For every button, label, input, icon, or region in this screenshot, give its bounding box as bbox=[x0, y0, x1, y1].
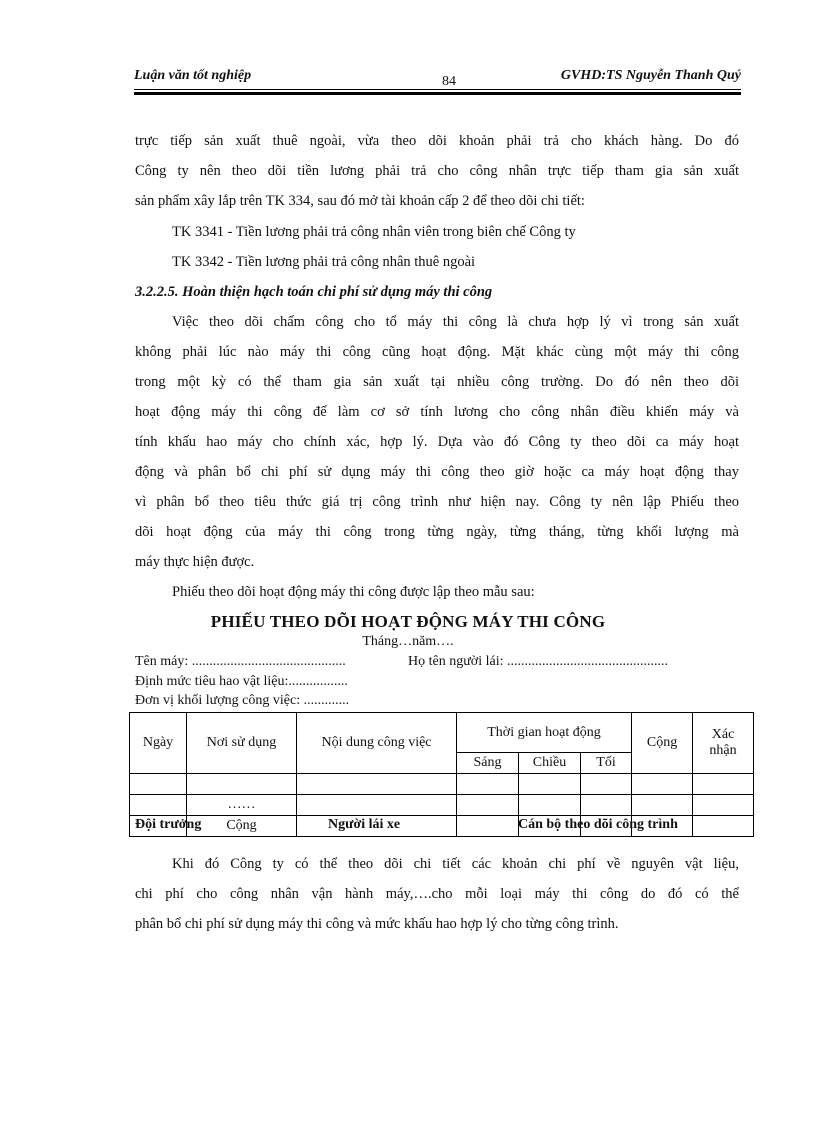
text-line: hoạt động máy thi công để làm cơ sở tính lương cho công nhân điều khiển máy và bbox=[135, 404, 739, 420]
col-afternoon: Chiều bbox=[519, 753, 581, 774]
col-place: Nơi sử dụng bbox=[187, 713, 297, 774]
col-content: Nội dung công việc bbox=[297, 713, 457, 774]
col-operating-time: Thời gian hoạt động bbox=[457, 713, 632, 753]
text-line: tính khấu hao máy cho chính xác, hợp lý. Dựa vào đó Công ty theo dõi ca máy hoạt bbox=[135, 434, 739, 450]
col-day: Ngày bbox=[130, 713, 187, 774]
text-line: trong một kỳ có thể tham gia sản xuất tại nhiều công trường. Do đó nên theo dõi bbox=[135, 374, 739, 390]
table-row bbox=[130, 795, 754, 816]
form-title: PHIẾU THEO DÕI HOẠT ĐỘNG MÁY THI CÔNG bbox=[210, 612, 606, 631]
page-header bbox=[134, 68, 741, 90]
signature-supervisor: Cán bộ theo dõi công trình bbox=[518, 817, 678, 832]
col-total: Cộng bbox=[632, 713, 693, 774]
form-intro: Phiếu theo dõi hoạt động máy thi công được lập theo mẫu sau: bbox=[172, 584, 535, 600]
text-line: dõi hoạt động của máy thi công trong từng ngày, từng tháng, từng khối lượng mà bbox=[135, 524, 739, 540]
section-heading: 3.2.2.5. Hoàn thiện hạch toán chi phí sử dụng máy thi công bbox=[135, 284, 493, 300]
page-number: 84 bbox=[442, 74, 456, 89]
text-line: Việc theo dõi chấm công cho tổ máy thi công là chưa hợp lý vì trong sản xuất bbox=[172, 314, 739, 330]
text-line: Khi đó Công ty có thể theo dõi chi tiết các khoản chi phí về nguyên vật liệu, bbox=[172, 856, 739, 872]
driver-name-field: Họ tên người lái: .............................................. bbox=[408, 654, 668, 669]
header-rule-thin bbox=[134, 89, 741, 90]
header-thesis-label: Luận văn tốt nghiệp bbox=[134, 68, 252, 83]
work-unit-field: Đơn vị khối lượng công việc: ............. bbox=[135, 693, 350, 708]
total-row-label: Cộng bbox=[187, 816, 297, 837]
signature-team-leader: Đội trưởng bbox=[135, 817, 202, 832]
material-norm-field: Định mức tiêu hao vật liệu:................. bbox=[135, 674, 348, 689]
text-line: Công ty nên theo dõi tiền lương phải trả cho công nhân trực tiếp tham gia sản xuất bbox=[135, 163, 739, 179]
ellipsis-cell: …… bbox=[187, 795, 297, 816]
text-line: máy thực hiện được. bbox=[135, 554, 255, 570]
col-morning: Sáng bbox=[457, 753, 519, 774]
form-subtitle: Tháng…năm…. bbox=[362, 634, 454, 649]
text-line: trực tiếp sản xuất thuê ngoài, vừa theo dõi khoản phải trả cho khách hàng. Do đó bbox=[135, 133, 739, 149]
table-row bbox=[130, 774, 754, 795]
text-line: vì phân bổ theo tiêu thức giá trị công trình như hiện nay. Công ty nên lập Phiếu theo bbox=[135, 494, 739, 510]
account-item-3342: TK 3342 - Tiền lương phải trả công nhân thuê ngoài bbox=[172, 254, 476, 270]
col-evening: Tối bbox=[581, 753, 632, 774]
text-line: sản phẩm xây lắp trên TK 334, sau đó mở tài khoản cấp 2 để theo dõi chi tiết: bbox=[135, 193, 585, 209]
header-rule-thick bbox=[134, 92, 741, 95]
text-line: không phải lúc nào máy thi công cũng hoạt động. Mặt khác cùng một máy thi công bbox=[135, 344, 739, 360]
text-line: phân bổ chi phí sử dụng máy thi công và mức khấu hao hợp lý cho từng công trình. bbox=[135, 916, 619, 932]
text-line: chi phí cho công nhân vận hành máy,….cho mỗi loại máy thi công do đó có thể bbox=[135, 886, 739, 902]
header-supervisor: GVHD:TS Nguyễn Thanh Quý bbox=[560, 68, 741, 83]
text-line: động và phân bổ chi phí sử dụng máy thi công theo giờ hoặc ca máy hoạt động thay bbox=[135, 464, 739, 480]
signature-driver: Người lái xe bbox=[328, 817, 401, 832]
col-confirm-line-2: nhận bbox=[709, 743, 737, 758]
machine-name-field: Tên máy: ............................................ bbox=[135, 654, 346, 669]
account-item-3341: TK 3341 - Tiền lương phải trả công nhân viên trong biên chế Công ty bbox=[172, 224, 576, 240]
col-confirm bbox=[693, 713, 754, 774]
table-header-row bbox=[130, 713, 754, 753]
col-confirm-line-1: Xác bbox=[711, 727, 735, 742]
